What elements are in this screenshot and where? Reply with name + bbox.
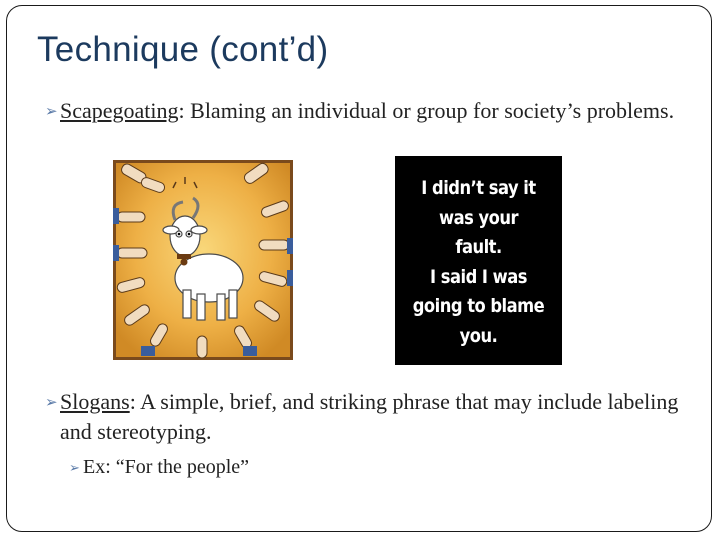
meme-line: was your	[439, 206, 518, 229]
sub-bullet-example	[69, 452, 250, 482]
meme-line: I didn’t say it	[421, 177, 536, 199]
meme-line: fault.	[455, 236, 502, 258]
meme-line: I said I was	[430, 265, 527, 288]
scapegoat-illustration-icon	[113, 160, 293, 360]
bullet-text: : Blaming an individual or group for society’s problems.	[178, 98, 675, 123]
meme-text	[407, 174, 551, 351]
meme-line: going to blame	[412, 295, 545, 317]
slide-title: Technique (cont’d)	[37, 30, 329, 69]
meme-line: you.	[459, 324, 498, 347]
bullet-text: : A simple, brief, and striking phrase that may include labeling and stereotyping.	[60, 389, 679, 444]
blame-meme-image	[395, 156, 562, 365]
bullet-term: Slogans	[60, 389, 130, 414]
arrow-bullet-icon: ➢	[45, 395, 58, 411]
bullet-term: Scapegoating	[60, 98, 179, 123]
arrow-bullet-icon: ➢	[45, 104, 58, 120]
bullet-slogans	[45, 387, 680, 447]
arrow-bullet-icon: ➢	[69, 460, 80, 475]
bullet-scapegoating	[45, 96, 690, 126]
sub-bullet-text: Ex: “For the people”	[83, 456, 250, 478]
